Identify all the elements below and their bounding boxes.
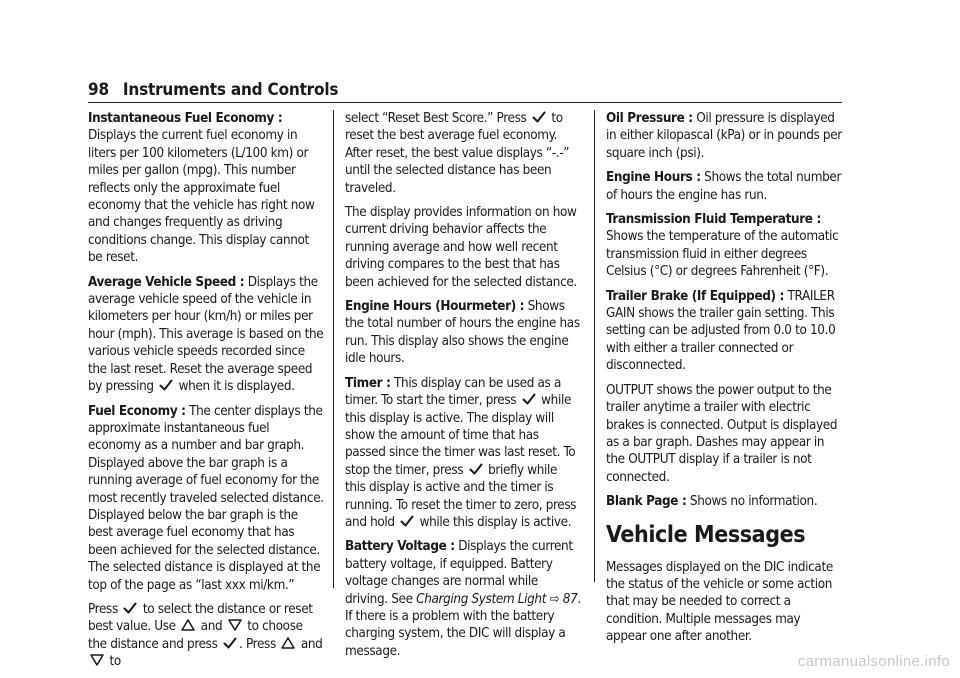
body-text: Shows no information.: [686, 494, 818, 510]
term: Oil Pressure :: [606, 111, 693, 126]
paragraph-vehicle-messages: Messages displayed on the DIC indicate the status of the vehicle or some action that may be needed to correct a condition. Multiple messages may appear one after another.: [606, 559, 833, 645]
body-text: to reset the best average fuel economy. After reset, the best value displays “-.-” until the selected distance has been traveled.: [345, 111, 570, 196]
term: Blank Page :: [606, 494, 687, 510]
body-text: Shows the total number of hours the engine has run.: [606, 170, 842, 203]
paragraph-engine-hours: [606, 169, 842, 204]
paragraph-oil-pressure: [606, 110, 842, 162]
paragraph-reset-best-score: [345, 110, 581, 197]
body-text: while this display is active.: [416, 514, 572, 530]
term: Battery Voltage :: [345, 539, 455, 555]
term: Engine Hours :: [606, 170, 701, 186]
checkmark-icon: [532, 111, 546, 123]
body-text: to: [106, 654, 121, 670]
body-text: This display can be used as a timer. To start the timer, press: [345, 375, 561, 409]
body-text: Displays the current fuel economy in liters per 100 kilometers (L/100 km) or miles per gallon (mpg). This number reflects only the approximate fuel economy that the vehicle has right now and changes frequently as driving conditions change. This display cannot be reset.: [88, 128, 315, 266]
paragraph-average-vehicle-speed: [88, 274, 324, 396]
column-divider: [594, 110, 595, 582]
body-text: Displays the average vehicle speed of the vehicle in kilometers per hour (km/h) or miles per hour (mph). This average is based on the various vehicle speeds recorded since the last reset. Reset the average speed by pressing: [88, 274, 324, 395]
watermark: carmanualsonline.info: [797, 653, 950, 670]
body-text: Shows the total number of hours the engine has run. This display also shows the engine idle hours.: [345, 299, 580, 367]
term: Timer :: [345, 375, 391, 391]
body-text: and: [297, 636, 323, 652]
column-3: [606, 110, 842, 653]
paragraph-timer: [345, 375, 581, 532]
checkmark-icon: [123, 602, 137, 614]
body-text: . Press: [239, 636, 280, 652]
checkmark-icon: [223, 637, 237, 649]
body-text: briefly while this display is active and the timer is running. To reset the timer to zero, press and hold: [345, 462, 577, 530]
body-text: when it is displayed.: [175, 379, 295, 395]
body-text: TRAILER GAIN shows the trailer gain setting. This setting can be adjusted from 0.0 to 10.0 with either a trailer connected or disconnected.: [606, 288, 836, 374]
paragraph-fuel-economy: [88, 403, 324, 594]
down-arrow-icon: [228, 619, 242, 631]
body-text: select “Reset Best Score.” Press: [345, 111, 530, 126]
checkmark-icon: [400, 515, 414, 527]
body-text: and: [197, 619, 226, 635]
checkmark-icon: [522, 393, 536, 405]
paragraph-blank-page: [606, 493, 842, 510]
body-text: to select the distance or reset best value. Use: [88, 601, 313, 635]
term: Trailer Brake (If Equipped) :: [606, 288, 785, 304]
down-arrow-icon: [90, 654, 104, 666]
paragraph-trailer-brake: [606, 288, 842, 375]
paragraph-output: OUTPUT shows the power output to the trailer anytime a trailer with electric brakes is connected. Output is displayed as a bar graph. Dashes may appear in the OUTPUT display if a trailer is not connected.: [606, 382, 838, 485]
paragraph-transmission-fluid-temperature: [606, 211, 842, 281]
paragraph-instantaneous-fuel-economy: [88, 110, 324, 267]
term: Engine Hours (Hourmeter) :: [345, 299, 525, 315]
paragraph-engine-hours-hourmeter: [345, 298, 581, 368]
cross-reference-page: ⇨ 87: [546, 591, 578, 607]
cross-reference-link[interactable]: Charging System Light: [416, 591, 547, 607]
checkmark-icon: [159, 379, 173, 391]
body-text: Displays the current battery voltage, if equipped. Battery voltage changes are normal while driving. See: [345, 539, 573, 607]
paragraph-display-info: The display provides information on how current driving behavior affects the running average and how well recent driving compares to the best that has been achieved for the selected distance.: [345, 205, 577, 290]
paragraph-press-select: [88, 601, 324, 671]
column-2: [345, 110, 581, 667]
body-text: while this display is active. The display will show the amount of time that has passed since the timer was last reset. To stop the timer, press: [345, 393, 576, 478]
page-header: [88, 80, 338, 100]
column-divider: [333, 110, 334, 588]
body-text: The center displays the approximate instantaneous fuel economy as a number and bar graph. Displayed above the bar graph is a running average of fuel economy for the most recently traveled selected distance. Displayed below the bar graph is the best average fuel economy that has been achieved for the selected distance. The selected distance is displayed at the top of the page as “last xxx mi/km.”: [88, 403, 324, 593]
page-number: 98: [88, 80, 109, 100]
body-text: to choose the distance and press: [88, 619, 303, 652]
section-heading-vehicle-messages: Vehicle Messages: [606, 521, 806, 548]
body-text: Shows the temperature of the automatic transmission fluid in either degrees Celsius (°C) or degrees Fahrenheit (°F).: [606, 229, 839, 280]
term: Average Vehicle Speed :: [88, 274, 245, 290]
paragraph-battery-voltage: [345, 538, 581, 660]
term: Transmission Fluid Temperature :: [606, 212, 821, 228]
term: Instantaneous Fuel Economy :: [88, 111, 283, 126]
body-text: Oil pressure is displayed in either kilopascal (kPa) or in pounds per square inch (psi).: [606, 111, 842, 161]
body-text: Press: [88, 601, 122, 617]
column-1: [88, 110, 324, 678]
up-arrow-icon: [181, 619, 195, 631]
checkmark-icon: [469, 463, 483, 475]
up-arrow-icon: [281, 637, 295, 649]
section-title: Instruments and Controls: [122, 80, 339, 100]
term: Fuel Economy :: [88, 403, 186, 419]
body-text: . If there is a problem with the battery charging system, the DIC will display a message.: [345, 591, 581, 659]
header-rule: [88, 102, 842, 103]
